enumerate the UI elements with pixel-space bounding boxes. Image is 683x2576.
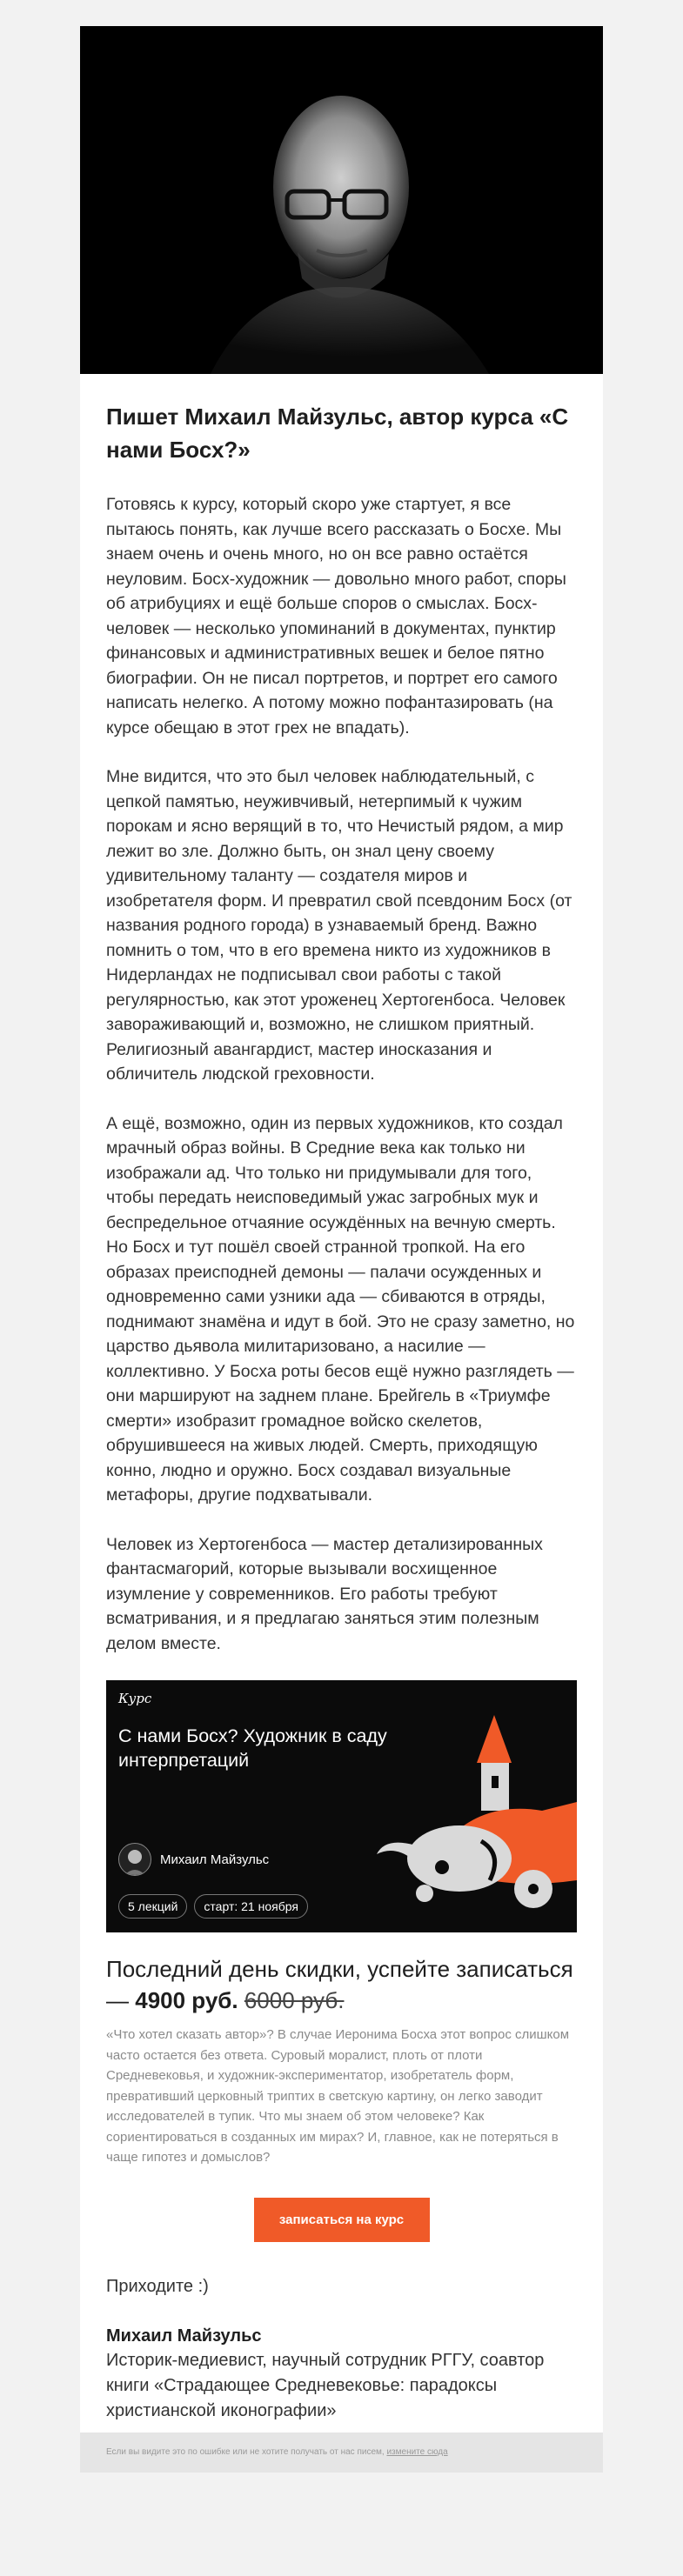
course-description: «Что хотел сказать автор»? В случае Иеронима Босха этот вопрос слишком часто остается без ответа. Суровый моралист, плоть от плоти Средневековья, и художник-экспериментатор, изобретатель форм, превративший церковный триптих в светскую картину, он легко заводит исследователей в тупик. Что мы знаем об этом человеке? Как сориентироваться в созданных им мирах? И, главное, как не потеряться в чаще гипотез и домыслов? [106, 2027, 570, 2165]
article-paragraph-3: А ещё, возможно, один из первых художников, кто создал мрачный образ войны. В Средние века как только ни изображали ад. Что только ни придумывали для того, чтобы передать неисповедимый ужас загробных мук и беспредельное отчаяние осуждённых на вечную смерть. Но Босх и тут пошёл своей странной тропкой. На его образах преисподней демоны — палачи осужденных и одновременно сами узники ада — сбиваются в отряды, поднимают знамёна и идут в бой. Это не сразу заметно, но царство дьявола милитаризовано, а насилие — коллективно. У Босха роты бесов ещё нужно разглядеть — они маршируют на заднем плане. Брейгель в «Триумфе смерти» изобразит громадное войско скелетов, обрушившееся на живых людей. Смерть, приходящую конно, людно и оружно. Босх создавал визуальные метафоры, другие подхватывали. [106, 1113, 575, 1505]
article-paragraph-1: Готовясь к курсу, который скоро уже стартует, я все пытаюсь понять, как лучше всего рассказать о Босхе. Мы знаем очень и очень много, но он все равно остаётся неуловим. Босх-художник — довольно много работ, споры об атрибуциях и ещё больше споров о смыслах. Босх-человек — несколько упоминаний в документах, пунктир финансовых и административных вешек и белое пятно биографии. Он не писал портретов, и портрет его самого написать нелегко. А потому можно пофантазировать (на курсе обещаю в этот грех не впадать). [106, 495, 566, 737]
enroll-button[interactable]: записаться на курс [254, 2198, 430, 2242]
author-avatar [118, 1843, 151, 1876]
discount-price: 4900 руб. [135, 1987, 238, 2013]
signature-role: Историк-медиевист, научный сотрудник РГГУ, соавтор книги «Страдающее Средневековье: парадоксы христианской иконографии» [106, 2350, 545, 2420]
course-author [118, 1843, 269, 1876]
footer-text: Если вы видите это по ошибке или не хотите получать от нас писем, [106, 2446, 385, 2457]
old-price: 6000 руб. [244, 1987, 345, 2013]
course-title: С нами Босх? Художник в саду интерпретаций [118, 1725, 387, 1771]
start-date-chip: старт: 21 ноября [194, 1894, 308, 1919]
discount-offer [106, 1953, 577, 2016]
closing-text: Приходите :) [106, 2276, 209, 2296]
email-container [80, 26, 603, 2473]
course-banner[interactable] [106, 1680, 577, 1932]
hero-portrait-image [80, 26, 603, 374]
discount-text: Последний день скидки, успейте записаться — [106, 1956, 573, 2013]
brand-logo: Курс [118, 1691, 152, 1706]
email-footer [80, 2433, 603, 2473]
course-chips [118, 1894, 308, 1919]
article-heading: Пишет Михаил Майзульс, автор курса «С нами Босх?» [106, 404, 569, 463]
unsubscribe-link[interactable]: измените сюда [386, 2446, 448, 2457]
article-paragraph-4: Человек из Хертогенбоса — мастер детализированных фантасмагорий, которые вызывали восхищенное изумление у современников. Его работы требуют всматривания, и я предлагаю заняться этим полезным делом вместе. [106, 1534, 543, 1653]
author-name: Михаил Майзульс [160, 1852, 270, 1867]
bosch-illustration [359, 1680, 577, 1932]
lectures-chip: 5 лекций [118, 1894, 187, 1919]
article-paragraph-2: Мне видится, что это был человек наблюдательный, с цепкой памятью, неуживчивый, нетерпимый к чужим порокам и ясно верящий в то, что Нечистый рядом, а мир лежит во зле. Должно быть, он знал цену своему удивительному таланту — создателя миров и изобретателя форм. И превратил свой псевдоним Босх (от названия родного города) в узнаваемый бренд. Важно помнить о том, что в его времена никто из художников в Нидерландах не подписывал свои работы с такой регулярностью, как этот уроженец Хертогенбоса. Человек завораживающий и, возможно, не слишком приятный. Религиозный авангардист, мастер иносказания и обличитель людской греховности. [106, 767, 573, 1084]
signature-name: Михаил Майзульс [106, 2326, 262, 2346]
